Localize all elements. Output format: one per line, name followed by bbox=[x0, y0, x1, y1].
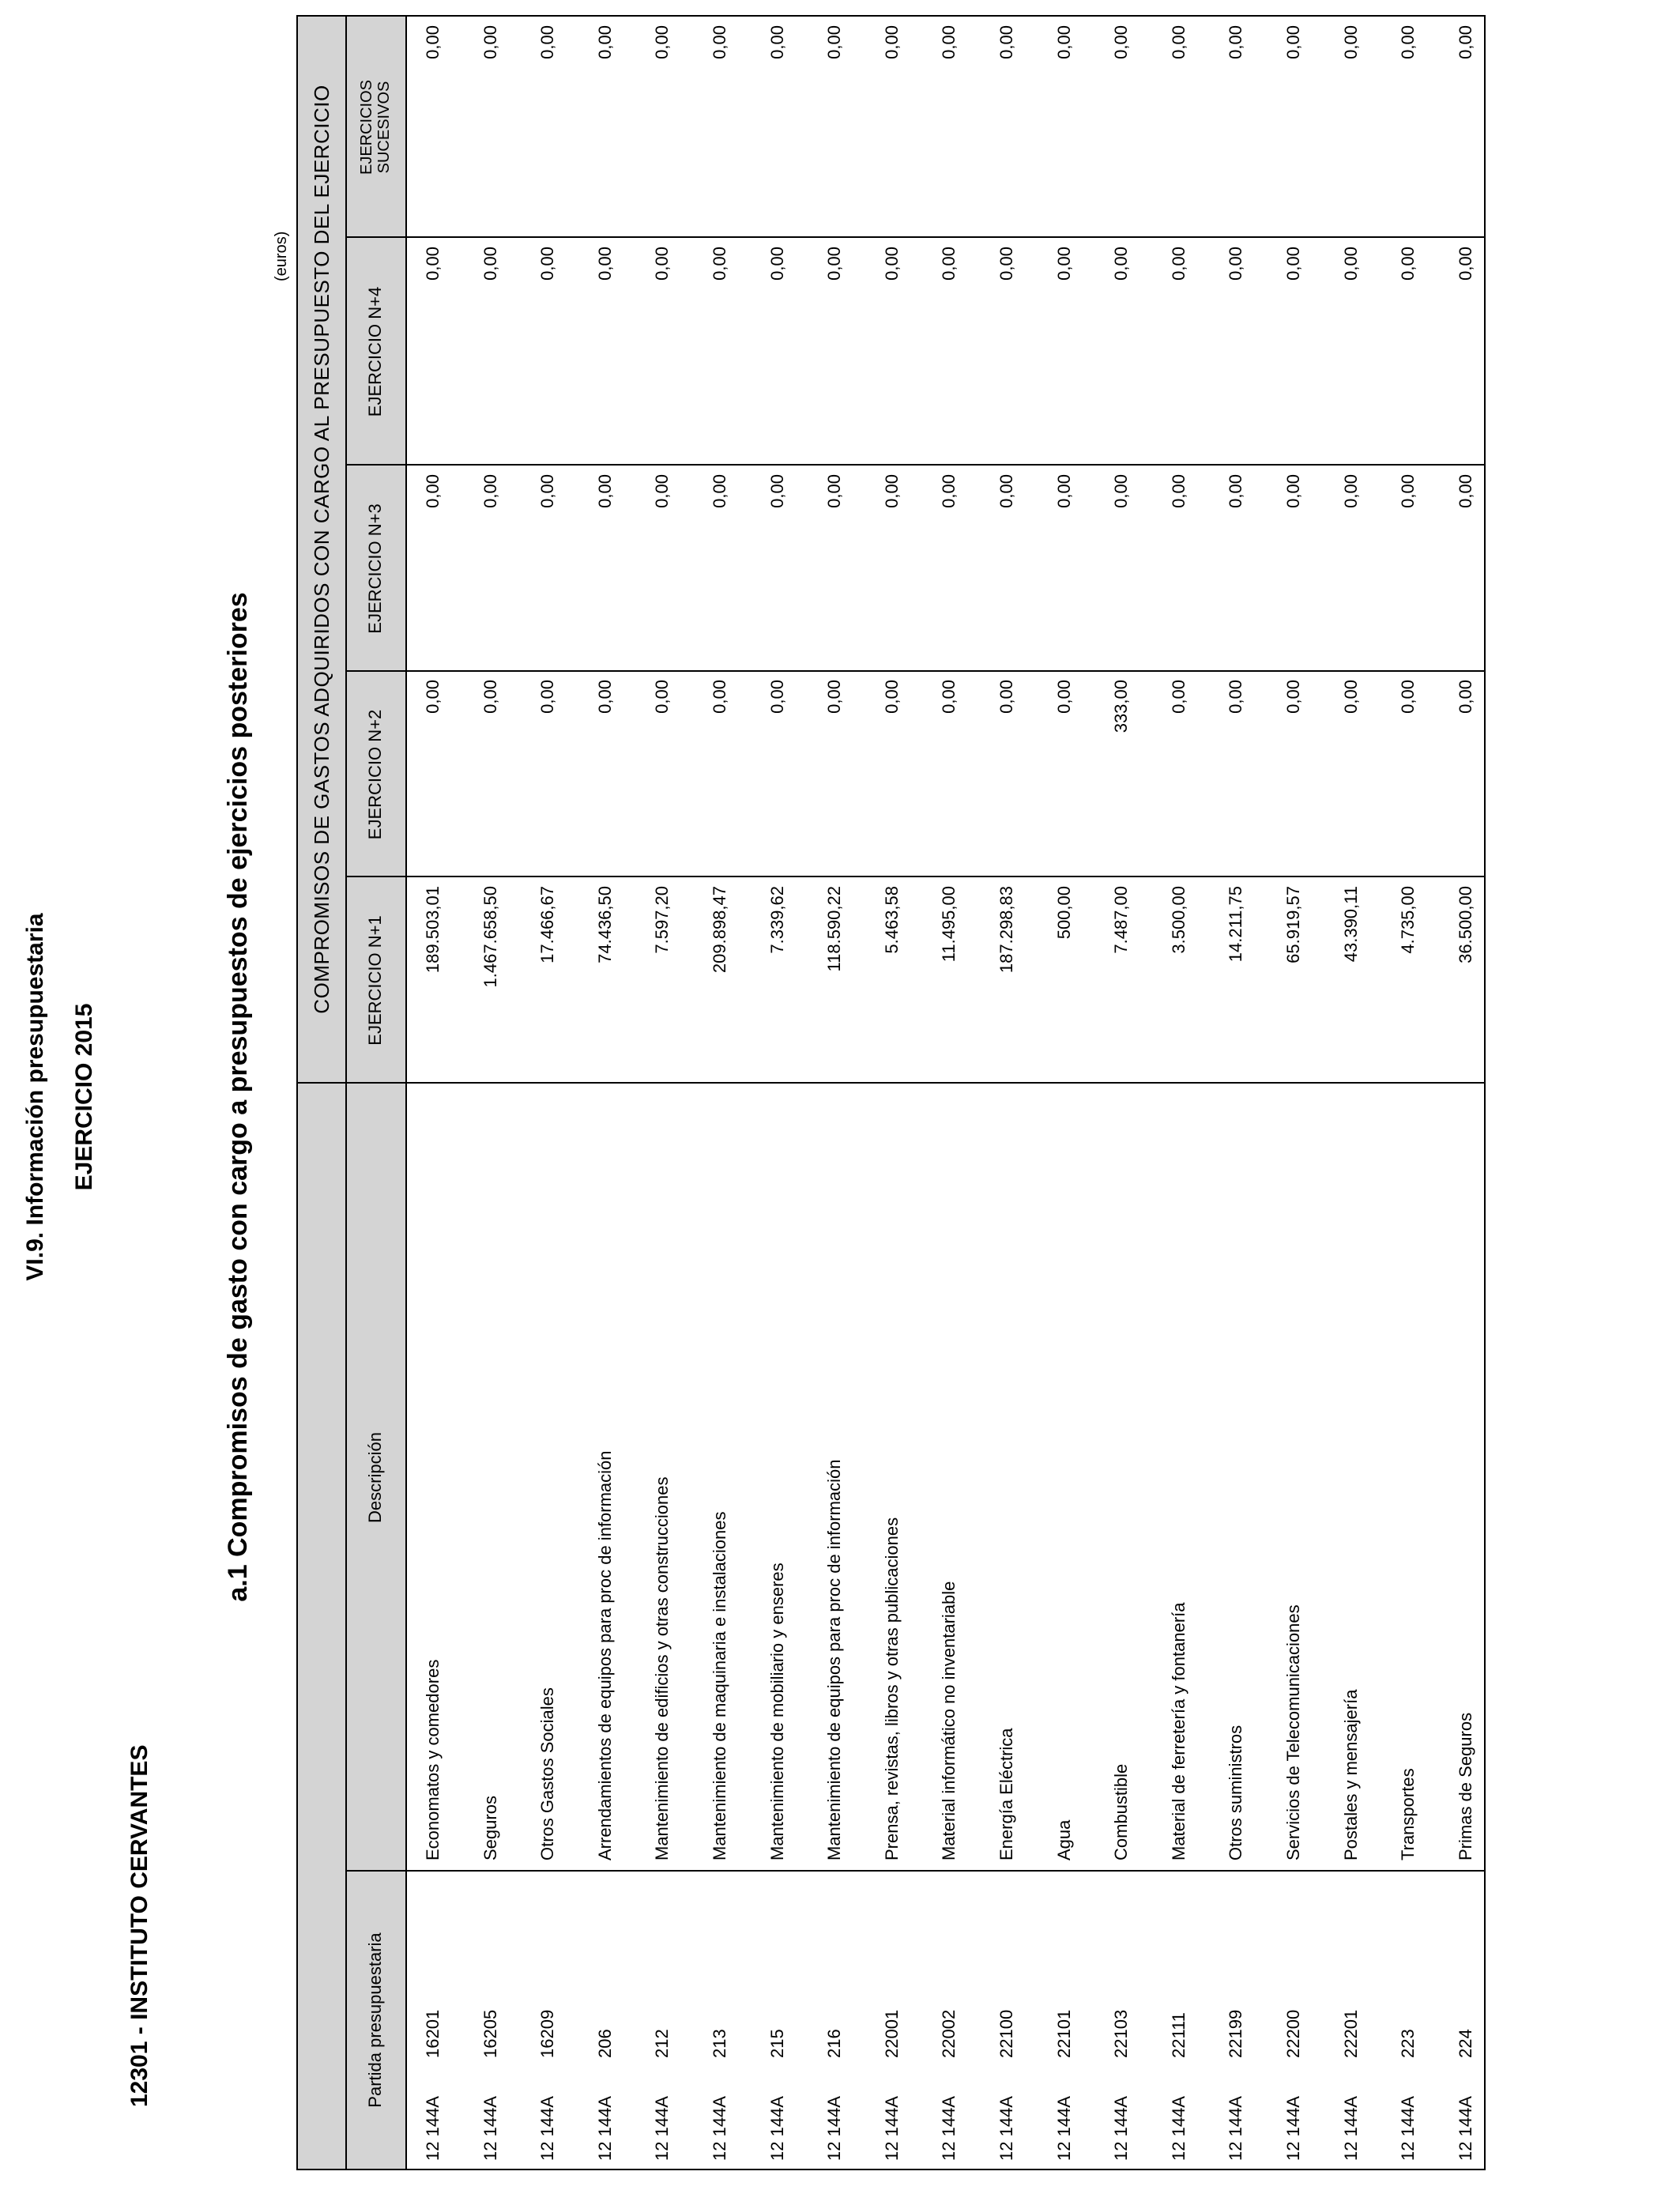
table-row bbox=[636, 17, 693, 2169]
cell-description: Arrendamientos de equipos para proc de información bbox=[594, 1450, 615, 1860]
cell-description: Transportes bbox=[1398, 1768, 1418, 1860]
cell-amount-n1: 7.597,20 bbox=[652, 886, 672, 954]
cell-code: 22103 bbox=[1111, 2009, 1132, 2058]
cell-amount-n3: 0,00 bbox=[1053, 474, 1074, 508]
column-header-partida: Partida presupuestaria bbox=[365, 1932, 385, 2108]
column-header-n2: EJERCICIO N+2 bbox=[365, 709, 385, 840]
column-header-sucesivos bbox=[345, 17, 405, 238]
cell-amount-n4: 0,00 bbox=[1226, 247, 1246, 281]
cell-amount-n1: 43.390,11 bbox=[1340, 886, 1361, 963]
cell-description: Material informático no inventariable bbox=[939, 1581, 959, 1860]
cell-code: 22199 bbox=[1226, 2009, 1246, 2058]
cell-amount-suc: 0,00 bbox=[1398, 25, 1418, 59]
cell-amount-n1: 11.495,00 bbox=[939, 886, 959, 963]
table-row bbox=[923, 17, 980, 2169]
cell-program: 12 144A bbox=[1398, 2096, 1418, 2161]
cell-description: Otros suministros bbox=[1226, 1725, 1246, 1860]
cell-program: 12 144A bbox=[939, 2096, 959, 2161]
cell-amount-n2: 0,00 bbox=[710, 680, 729, 714]
cell-description: Mantenimiento de edificios y otras construcciones bbox=[652, 1476, 672, 1860]
cell-amount-n3: 0,00 bbox=[423, 474, 443, 508]
cell-amount-n4: 0,00 bbox=[1283, 247, 1303, 281]
cell-amount-n4: 0,00 bbox=[594, 247, 615, 281]
table-row bbox=[751, 17, 808, 2169]
cell-amount-suc: 0,00 bbox=[1111, 25, 1132, 59]
cell-code: 216 bbox=[824, 2029, 845, 2058]
table-row bbox=[579, 17, 636, 2169]
table-row bbox=[1038, 17, 1095, 2169]
cell-amount-n2: 0,00 bbox=[1226, 680, 1246, 714]
cell-amount-n3: 0,00 bbox=[767, 474, 787, 508]
cell-description: Economatos y comedores bbox=[423, 1659, 443, 1860]
table-row bbox=[1382, 17, 1439, 2169]
table-row bbox=[1095, 17, 1152, 2169]
cell-amount-n4: 0,00 bbox=[1340, 247, 1361, 281]
cell-code: 16201 bbox=[423, 2009, 443, 2058]
table-row bbox=[407, 17, 464, 2169]
cell-code: 206 bbox=[594, 2029, 615, 2058]
cell-amount-n1: 14.211,75 bbox=[1226, 886, 1246, 963]
cell-program: 12 144A bbox=[1111, 2096, 1132, 2161]
cell-amount-suc: 0,00 bbox=[1340, 25, 1361, 59]
cell-amount-n1: 3.500,00 bbox=[1168, 886, 1188, 954]
cell-amount-n2: 0,00 bbox=[767, 680, 787, 714]
cell-program: 12 144A bbox=[710, 2096, 729, 2161]
table-row bbox=[981, 17, 1038, 2169]
cell-amount-n4: 0,00 bbox=[1455, 247, 1475, 281]
cell-amount-suc: 0,00 bbox=[767, 25, 787, 59]
cell-program: 12 144A bbox=[1226, 2096, 1246, 2161]
cell-amount-suc: 0,00 bbox=[824, 25, 845, 59]
cell-amount-n2: 0,00 bbox=[423, 680, 443, 714]
cell-amount-n1: 209.898,47 bbox=[710, 886, 729, 974]
cell-amount-suc: 0,00 bbox=[1283, 25, 1303, 59]
table-row bbox=[866, 17, 923, 2169]
column-header-descripcion: Descripción bbox=[365, 1432, 385, 1523]
cell-amount-n3: 0,00 bbox=[1455, 474, 1475, 508]
cell-code: 22200 bbox=[1283, 2009, 1303, 2058]
cell-amount-suc: 0,00 bbox=[881, 25, 902, 59]
cell-amount-n4: 0,00 bbox=[652, 247, 672, 281]
table-row bbox=[1325, 17, 1382, 2169]
cell-amount-n1: 4.735,00 bbox=[1398, 886, 1418, 954]
cell-amount-n3: 0,00 bbox=[1111, 474, 1132, 508]
column-header-n4: EJERCICIO N+4 bbox=[365, 286, 385, 417]
column-header-sucesivos-line1: EJERCICIOS bbox=[358, 79, 375, 175]
cell-amount-n1: 118.590,22 bbox=[824, 886, 845, 972]
cell-amount-n4: 0,00 bbox=[996, 247, 1016, 281]
cell-amount-n4: 0,00 bbox=[1111, 247, 1132, 281]
cell-amount-n3: 0,00 bbox=[710, 474, 729, 508]
table-row bbox=[1153, 17, 1210, 2169]
cell-code: 223 bbox=[1398, 2029, 1418, 2058]
cell-description: Primas de Seguros bbox=[1455, 1712, 1475, 1860]
column-header-n1: EJERCICIO N+1 bbox=[365, 915, 385, 1046]
cell-description: Seguros bbox=[480, 1796, 500, 1860]
cell-amount-n2: 0,00 bbox=[1168, 680, 1188, 714]
cell-description: Servicios de Telecomunicaciones bbox=[1283, 1604, 1303, 1860]
cell-amount-n4: 0,00 bbox=[1398, 247, 1418, 281]
cell-amount-n1: 74.436,50 bbox=[594, 886, 615, 963]
cell-description: Mantenimiento de equipos para proc de información bbox=[824, 1459, 845, 1860]
cell-amount-n3: 0,00 bbox=[594, 474, 615, 508]
cell-code: 213 bbox=[710, 2029, 729, 2058]
group-header: COMPROMISOS DE GASTOS ADQUIRIDOS CON CARGO AL PRESUPUESTO DEL EJERCICIO bbox=[309, 85, 333, 1014]
cell-amount-n1: 7.487,00 bbox=[1111, 886, 1132, 954]
cell-amount-suc: 0,00 bbox=[537, 25, 558, 59]
table-row bbox=[1210, 17, 1267, 2169]
cell-program: 12 144A bbox=[1455, 2096, 1475, 2161]
cell-amount-suc: 0,00 bbox=[1053, 25, 1074, 59]
cell-code: 215 bbox=[767, 2029, 787, 2058]
commitments-table bbox=[296, 15, 1486, 2170]
cell-program: 12 144A bbox=[1168, 2096, 1188, 2161]
cell-program: 12 144A bbox=[881, 2096, 902, 2161]
cell-amount-n3: 0,00 bbox=[652, 474, 672, 508]
cell-amount-n2: 0,00 bbox=[1340, 680, 1361, 714]
cell-code: 22201 bbox=[1340, 2009, 1361, 2058]
cell-amount-n1: 7.339,62 bbox=[767, 886, 787, 954]
cell-amount-suc: 0,00 bbox=[1455, 25, 1475, 59]
cell-program: 12 144A bbox=[480, 2096, 500, 2161]
cell-amount-n1: 500,00 bbox=[1053, 886, 1074, 940]
cell-amount-suc: 0,00 bbox=[594, 25, 615, 59]
cell-code: 224 bbox=[1455, 2029, 1475, 2058]
table-row bbox=[1268, 17, 1324, 2169]
cell-amount-n2: 0,00 bbox=[480, 680, 500, 714]
cell-amount-n1: 1.467.658,50 bbox=[480, 886, 500, 988]
cell-description: Material de ferretería y fontanería bbox=[1168, 1602, 1188, 1860]
cell-amount-n2: 333,00 bbox=[1111, 680, 1132, 733]
cell-amount-suc: 0,00 bbox=[652, 25, 672, 59]
organization-label: 12301 - INSTITUTO CERVANTES bbox=[126, 1744, 153, 2107]
cell-amount-n3: 0,00 bbox=[1168, 474, 1188, 508]
cell-code: 22101 bbox=[1053, 2009, 1074, 2058]
cell-program: 12 144A bbox=[423, 2096, 443, 2161]
table-row bbox=[1440, 17, 1497, 2169]
cell-amount-n3: 0,00 bbox=[1283, 474, 1303, 508]
cell-amount-n1: 187.298,83 bbox=[996, 886, 1016, 974]
cell-amount-n4: 0,00 bbox=[767, 247, 787, 281]
cell-amount-suc: 0,00 bbox=[710, 25, 729, 59]
cell-amount-n2: 0,00 bbox=[1398, 680, 1418, 714]
cell-amount-n2: 0,00 bbox=[824, 680, 845, 714]
cell-amount-n1: 189.503,01 bbox=[423, 886, 443, 974]
cell-amount-n2: 0,00 bbox=[1283, 680, 1303, 714]
cell-amount-suc: 0,00 bbox=[480, 25, 500, 59]
cell-amount-n3: 0,00 bbox=[881, 474, 902, 508]
cell-amount-suc: 0,00 bbox=[1226, 25, 1246, 59]
column-header-sucesivos-line2: SUCESIVOS bbox=[375, 81, 393, 174]
cell-amount-n2: 0,00 bbox=[1455, 680, 1475, 714]
units-label: (euros) bbox=[273, 231, 290, 281]
cell-amount-n4: 0,00 bbox=[881, 247, 902, 281]
cell-amount-n4: 0,00 bbox=[1168, 247, 1188, 281]
cell-program: 12 144A bbox=[1340, 2096, 1361, 2161]
table-row bbox=[465, 17, 522, 2169]
cell-amount-suc: 0,00 bbox=[1168, 25, 1188, 59]
cell-amount-n3: 0,00 bbox=[1340, 474, 1361, 508]
cell-amount-n4: 0,00 bbox=[824, 247, 845, 281]
table-row bbox=[522, 17, 578, 2169]
cell-program: 12 144A bbox=[537, 2096, 558, 2161]
cell-amount-n3: 0,00 bbox=[537, 474, 558, 508]
cell-amount-n1: 17.466,67 bbox=[537, 886, 558, 963]
cell-description: Energía Eléctrica bbox=[996, 1728, 1016, 1860]
section-subtitle: a.1 Compromisos de gasto con cargo a presupuestos de ejercicios posteriores bbox=[223, 592, 253, 1602]
table-row bbox=[808, 17, 865, 2169]
cell-code: 22001 bbox=[881, 2009, 902, 2058]
cell-program: 12 144A bbox=[1053, 2096, 1074, 2161]
cell-code: 22100 bbox=[996, 2009, 1016, 2058]
cell-program: 12 144A bbox=[824, 2096, 845, 2161]
cell-amount-n3: 0,00 bbox=[824, 474, 845, 508]
cell-amount-n1: 5.463,58 bbox=[881, 886, 902, 954]
cell-amount-n4: 0,00 bbox=[480, 247, 500, 281]
cell-amount-n2: 0,00 bbox=[594, 680, 615, 714]
cell-amount-n3: 0,00 bbox=[996, 474, 1016, 508]
cell-code: 212 bbox=[652, 2029, 672, 2058]
cell-program: 12 144A bbox=[1283, 2096, 1303, 2161]
cell-amount-n2: 0,00 bbox=[537, 680, 558, 714]
cell-amount-n3: 0,00 bbox=[1226, 474, 1246, 508]
cell-amount-n4: 0,00 bbox=[423, 247, 443, 281]
cell-code: 16209 bbox=[537, 2009, 558, 2058]
cell-amount-n3: 0,00 bbox=[939, 474, 959, 508]
cell-code: 22002 bbox=[939, 2009, 959, 2058]
cell-amount-n4: 0,00 bbox=[1053, 247, 1074, 281]
cell-amount-n2: 0,00 bbox=[996, 680, 1016, 714]
cell-description: Postales y mensajería bbox=[1340, 1689, 1361, 1860]
cell-amount-n4: 0,00 bbox=[710, 247, 729, 281]
cell-amount-n2: 0,00 bbox=[881, 680, 902, 714]
cell-description: Prensa, revistas, libros y otras publicaciones bbox=[881, 1517, 902, 1860]
cell-amount-n3: 0,00 bbox=[480, 474, 500, 508]
table-row bbox=[694, 17, 751, 2169]
cell-amount-n2: 0,00 bbox=[939, 680, 959, 714]
cell-program: 12 144A bbox=[996, 2096, 1016, 2161]
document-year: EJERCICIO 2015 bbox=[71, 1003, 97, 1191]
document-title: VI.9. Información presupuestaria bbox=[22, 913, 48, 1281]
cell-program: 12 144A bbox=[652, 2096, 672, 2161]
cell-amount-n2: 0,00 bbox=[652, 680, 672, 714]
cell-program: 12 144A bbox=[594, 2096, 615, 2161]
cell-description: Combustible bbox=[1111, 1763, 1132, 1860]
cell-code: 16205 bbox=[480, 2009, 500, 2058]
cell-amount-n1: 65.919,57 bbox=[1283, 886, 1303, 963]
cell-amount-suc: 0,00 bbox=[939, 25, 959, 59]
cell-amount-n4: 0,00 bbox=[939, 247, 959, 281]
cell-program: 12 144A bbox=[767, 2096, 787, 2161]
cell-amount-n1: 36.500,00 bbox=[1455, 886, 1475, 963]
cell-amount-suc: 0,00 bbox=[423, 25, 443, 59]
cell-description: Agua bbox=[1053, 1819, 1074, 1860]
cell-amount-n2: 0,00 bbox=[1053, 680, 1074, 714]
cell-description: Mantenimiento de maquinaria e instalaciones bbox=[710, 1511, 729, 1860]
cell-description: Otros Gastos Sociales bbox=[537, 1687, 558, 1860]
column-header-n3: EJERCICIO N+3 bbox=[365, 503, 385, 634]
cell-amount-suc: 0,00 bbox=[996, 25, 1016, 59]
cell-amount-n3: 0,00 bbox=[1398, 474, 1418, 508]
cell-description: Mantenimiento de mobiliario y enseres bbox=[767, 1563, 787, 1860]
cell-code: 22111 bbox=[1168, 2012, 1188, 2058]
cell-amount-n4: 0,00 bbox=[537, 247, 558, 281]
